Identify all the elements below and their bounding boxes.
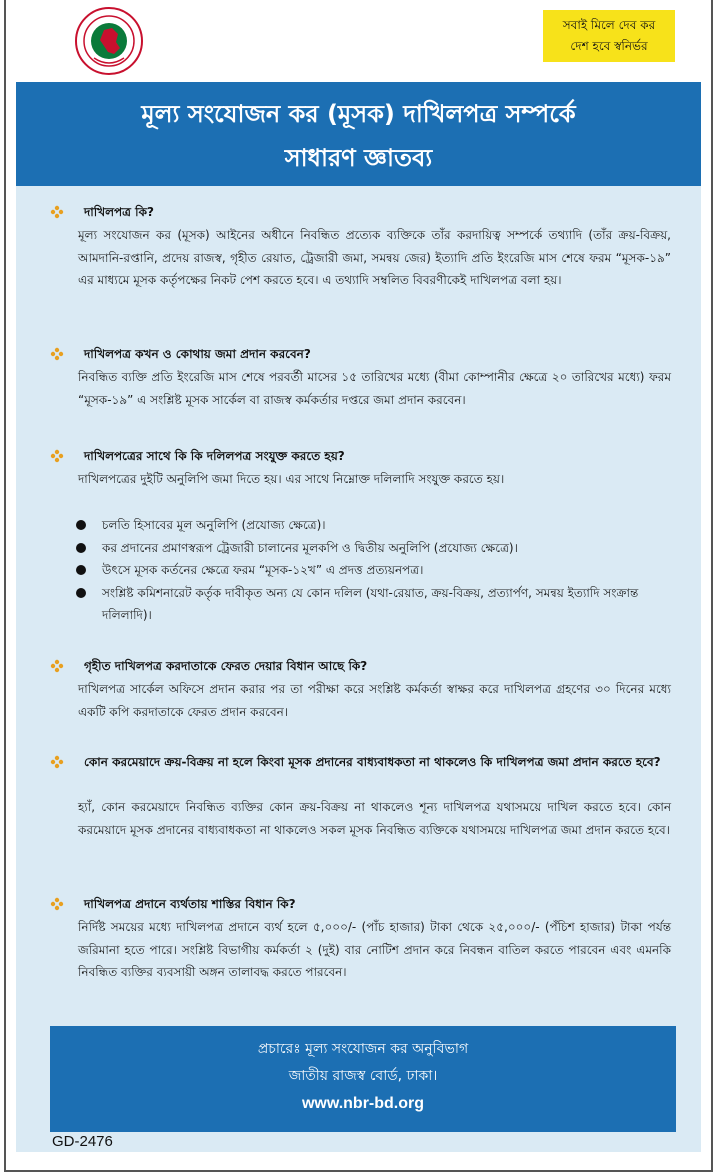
diamond-bullet-icon (50, 449, 64, 463)
slogan-line1: সবাই মিলে দেব কর (562, 18, 656, 32)
diamond-bullet-icon (50, 755, 64, 769)
list-item: কর প্রদানের প্রমাণস্বরূপ ট্রেজারী চালানের মূলকপি ও দ্বিতীয় অনুলিপি (প্রযোজ্য ক্ষেত্রে)। (76, 537, 671, 560)
question-1: দাখিলপত্র কি? (84, 202, 671, 222)
question-2: দাখিলপত্র কখন ও কোথায় জমা প্রদান করবেন? (84, 344, 671, 364)
bullet-dot (76, 543, 86, 553)
bullet-dot (76, 520, 86, 530)
answer-3: দাখিলপত্রের দুইটি অনুলিপি জমা দিতে হয়। এর সাথে নিম্নোক্ত দলিলাদি সংযুক্ত করতে হয়। (78, 472, 505, 486)
answer-2: নিবন্ধিত ব্যক্তি প্রতি ইংরেজি মাস শেষে পরবর্তী মাসের ১৫ তারিখের মধ্যে (বীমা কোম্পানীর ক্ষেত্রে ২০ তারিখের মধ্যে) ফরম “মূসক-১৯” এ সংশ্লিষ্ট মূসক সার্কেল বা রাজস্ব কর্মকর্তার দপ্তরে জমা প্রদান করবেন। (78, 370, 671, 407)
question-5: কোন করমেয়াদে ক্রয়-বিক্রয় না হলে কিংবা মূসক প্রদানের বাধ্যবাধকতা না থাকলেও কি দাখিলপত্র জমা প্রদান করতে হবে? (84, 752, 671, 772)
list-item: উৎসে মূসক কর্তনের ক্ষেত্রে ফরম “মূসক-১২খ” এ প্রদত্ত প্রত্যয়নপত্র। (76, 559, 671, 582)
header (6, 0, 711, 80)
answer-4: দাখিলপত্র সার্কেল অফিসে প্রদান করার পর তা পরীক্ষা করে সংশ্লিষ্ট কর্মকর্তা স্বাক্ষর করে দাখিলপত্র গ্রহণের ৩০ দিনের মধ্যে একটি কপি করদাতাকে ফেরত প্রদান করবেন। (78, 682, 671, 719)
footer-band (50, 1026, 676, 1132)
title-band (16, 82, 701, 186)
bullet-dot (76, 565, 86, 575)
list-item: চলতি হিসাবের মূল অনুলিপি (প্রযোজ্য ক্ষেত্রে)। (76, 514, 671, 537)
info-panel (16, 82, 701, 1152)
diamond-bullet-icon (50, 897, 64, 911)
website-link[interactable]: www.nbr-bd.org (301, 1095, 425, 1112)
poster-frame (4, 0, 713, 1172)
footer-line2: জাতীয় রাজস্ব বোর্ড, ঢাকা। (288, 1068, 438, 1084)
answer-5: হ্যাঁ, কোন করমেয়াদে নিবন্ধিত ব্যক্তির কোন ক্রয়-বিক্রয় না থাকলেও শূন্য দাখিলপত্র যথাসময়ে দাখিল করতে হবে। কোন করমেয়াদে মূসক প্রদানের বাধ্যবাধকতা না থাকলেও সকল মূসক নিবন্ধিত ব্যক্তিকে যথাসময়ে দাখিলপত্র জমা প্রদান করতে হবে। (78, 800, 671, 837)
question-3: দাখিলপত্রের সাথে কি কি দলিলপত্র সংযুক্ত করতে হয়? (84, 446, 671, 466)
bullet-dot (76, 588, 86, 598)
answer-6: নির্দিষ্ট সময়ের মধ্যে দাখিলপত্র প্রদানে ব্যর্থ হলে ৫,০০০/- (পাঁচ হাজার) টাকা থেকে ২৫,০০০/- (পঁচিশ হাজার) টাকা পর্যন্ত জরিমানা হতে পারে। সংশ্লিষ্ট বিভাগীয় কর্মকর্তা ২ (দুই) বার নোটিশ প্রদান করে নিবন্ধন বাতিল করতে পারবেন এবং এমনকি নিবন্ধিত ব্যক্তির ব্যবসায়ী অঙ্গন তালাবদ্ধ করতে পারবেন। (78, 920, 671, 979)
slogan-line2: দেশ হবে স্বনির্ভর (570, 39, 648, 53)
diamond-bullet-icon (50, 205, 64, 219)
list-item: সংশ্লিষ্ট কমিশনারেট কর্তৃক দাবীকৃত অন্য যে কোন দলিল (যথা-রেয়াত, ক্রয়-বিক্রয়, প্রত্যার্পণ, সমন্বয় ইত্যাদি সংক্রান্ত দলিলাদি)। (76, 582, 671, 627)
page-title-line1: মূল্য সংযোজন কর (মূসক) দাখিলপত্র সম্পর্কে (141, 100, 576, 128)
diamond-bullet-icon (50, 347, 64, 361)
question-6: দাখিলপত্র প্রদানে ব্যর্থতায় শাস্তির বিধান কি? (84, 894, 671, 914)
attachments-list (76, 514, 671, 627)
footer-line1: প্রচারেঃ মূল্য সংযোজন কর অনুবিভাগ (257, 1041, 469, 1057)
page-title-line2: সাধারণ জ্ঞাতব্য (284, 144, 433, 172)
slogan-badge (543, 10, 675, 62)
question-4: গৃহীত দাখিলপত্র করদাতাকে ফেরত দেয়ার বিধান আছে কি? (84, 656, 671, 676)
answer-1: মূল্য সংযোজন কর (মূসক) আইনের অধীনে নিবন্ধিত প্রত্যেক ব্যক্তিকে তাঁর করদায়িত্ব সম্পর্কে তথ্যাদি (তাঁর ক্রয়-বিক্রয়, আমদানি-রপ্তানি, প্রদেয় রাজস্ব, গৃহীত রেয়াত, ট্রেজারী জমা, সমন্বয় জের) ইত্যাদি প্রতি ইংরেজি মাস শেষে ফরম “মূসক-১৯” এর মাধ্যমে মূসক কর্তৃপক্ষের নিকট পেশ করতে হবে। এ তথ্যাদি সম্বলিত বিবরণীকেই দাখিলপত্র বলা হয়। (78, 228, 671, 287)
diamond-bullet-icon (50, 659, 64, 673)
document-code: GD-2476 (52, 1133, 113, 1150)
government-seal-icon (74, 6, 144, 76)
